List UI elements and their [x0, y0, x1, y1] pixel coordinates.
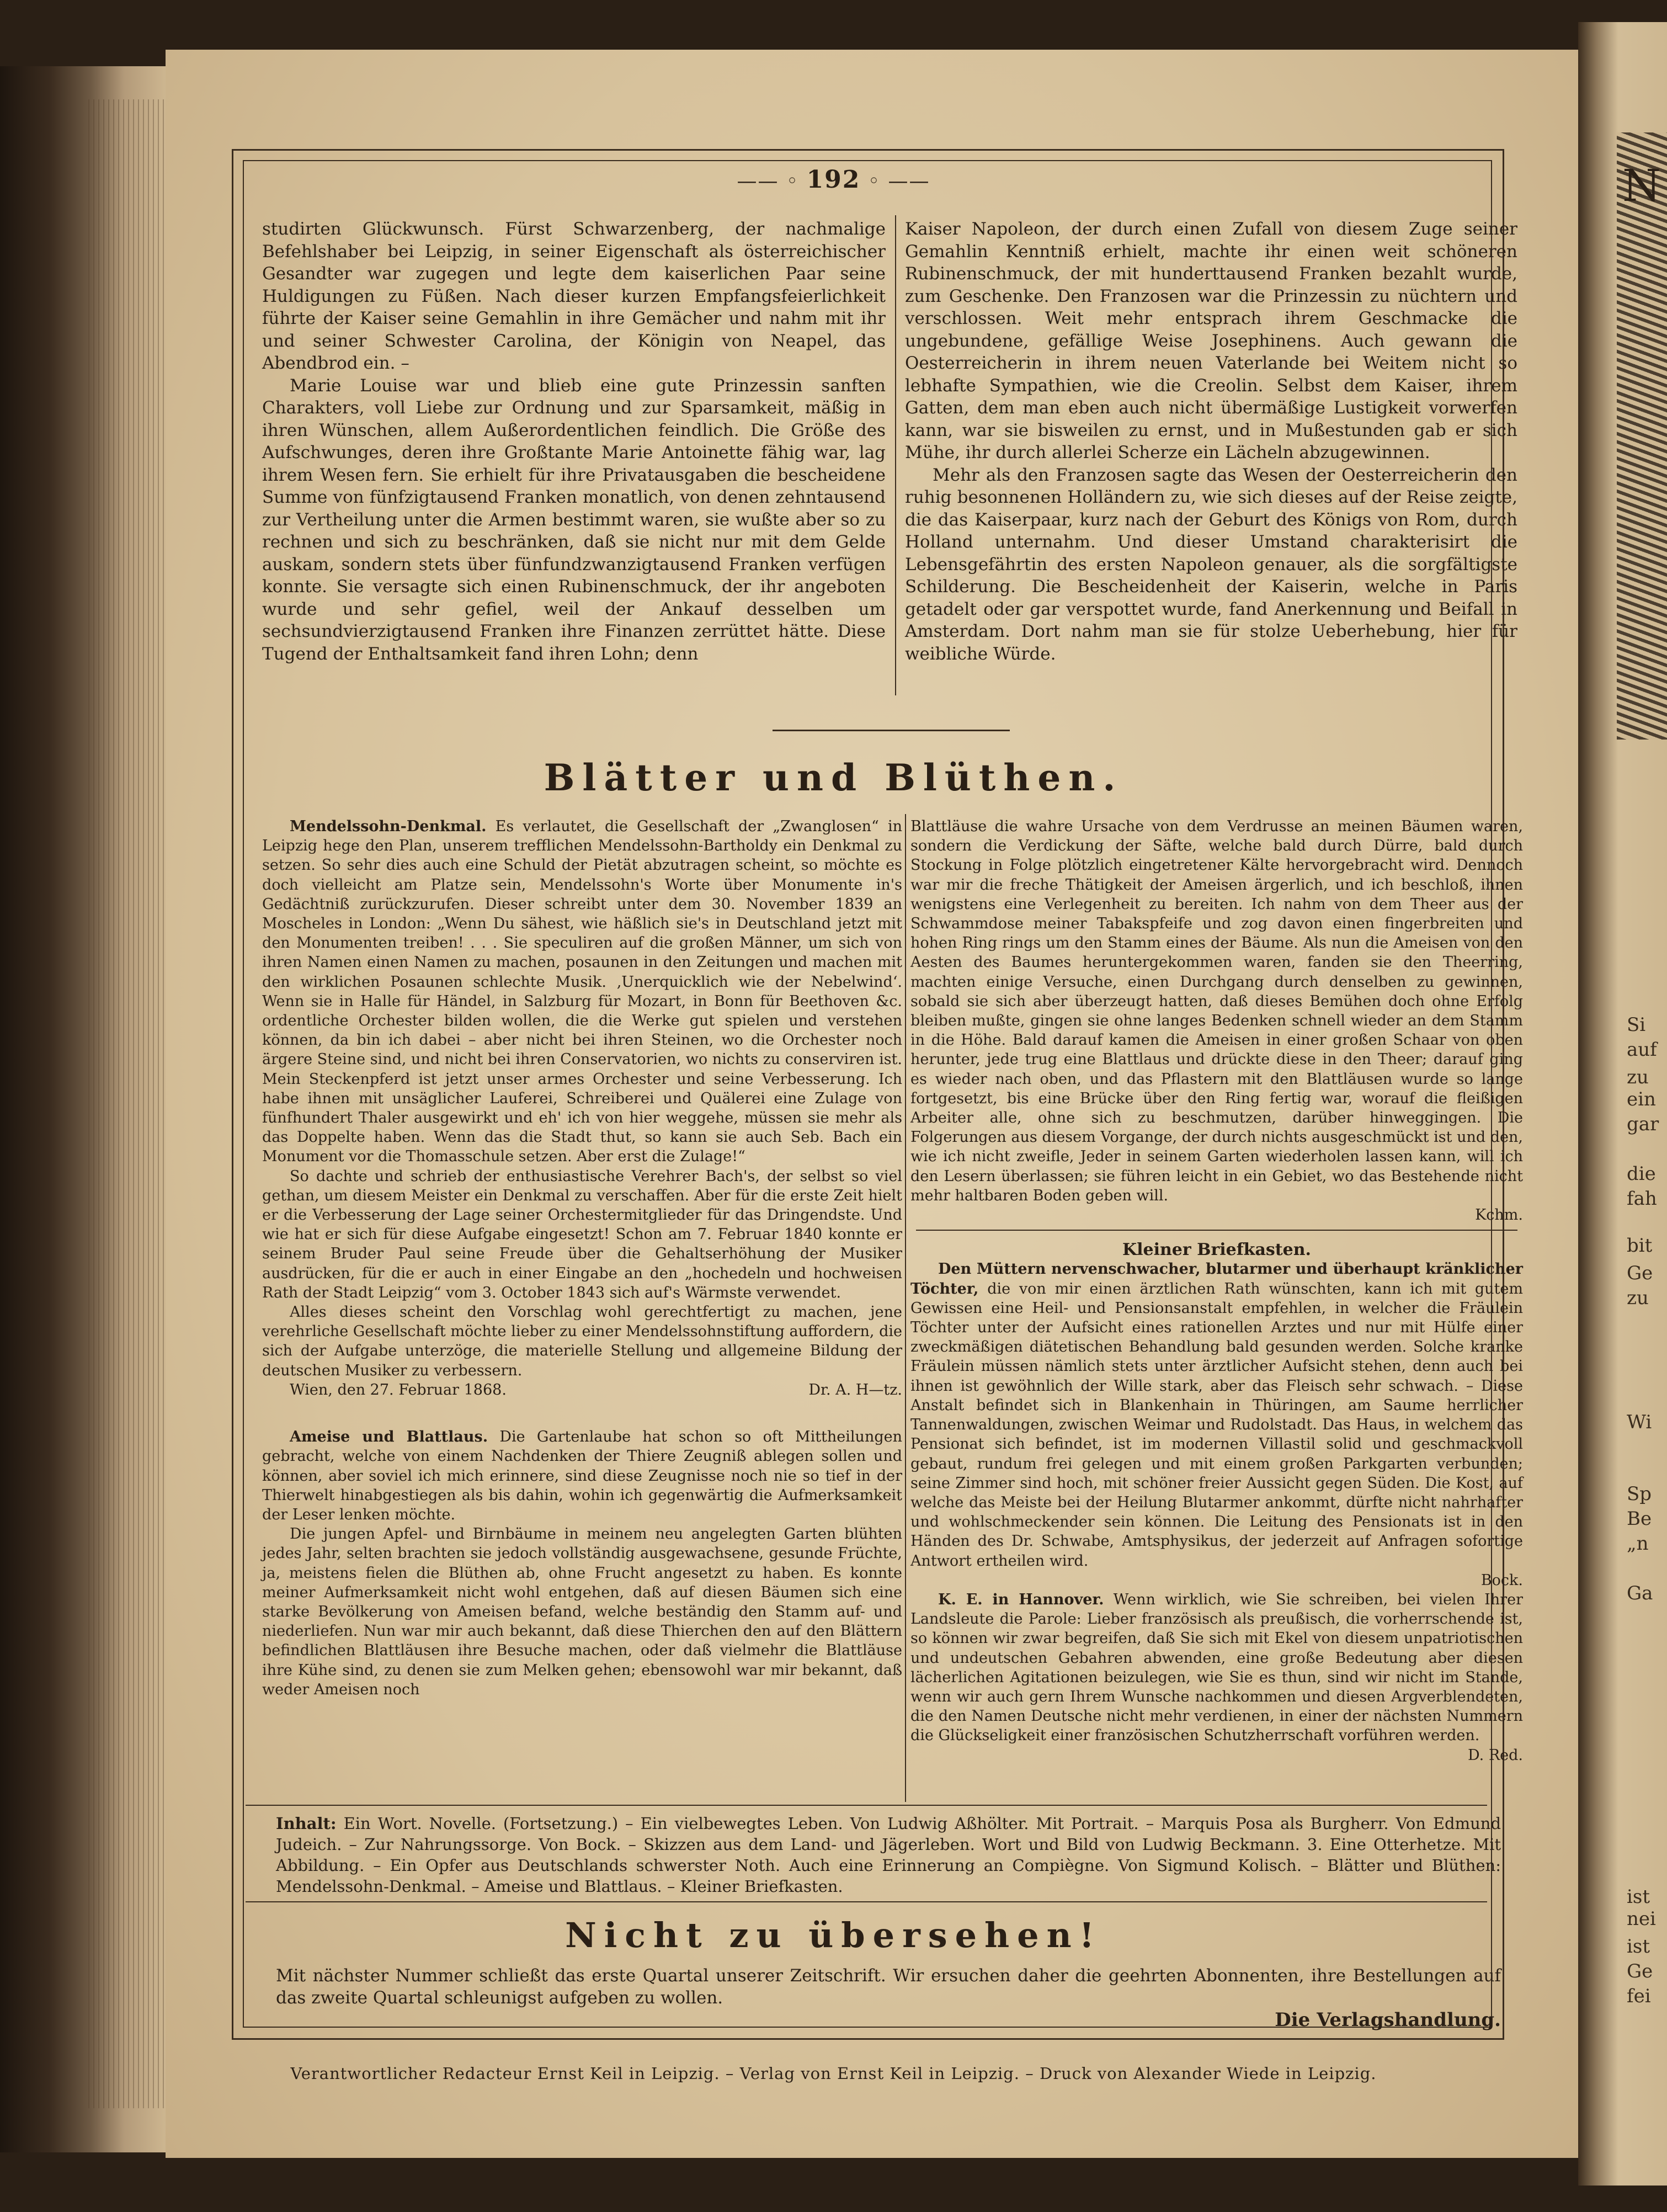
facing-page-number: N — [1622, 160, 1661, 211]
notice-signature: Die Verlagshandlung. — [1275, 2009, 1501, 2031]
facing-fragment: zu — [1627, 1066, 1649, 1088]
section-rule — [773, 730, 1010, 731]
mendelssohn-place-date: Wien, den 27. Februar 1868. — [290, 1381, 507, 1399]
imprint-footer: Verantwortlicher Redacteur Ernst Keil in Leipzig. – Verlag von Ernst Keil in Leipzig. – Druck von Alexander Wiede in Leipzig. — [290, 2064, 1377, 2083]
article-column-right — [905, 218, 1517, 665]
contents-rule — [246, 1805, 1487, 1806]
briefkasten-entry-heading: K. E. in Hannover. — [938, 1591, 1104, 1608]
facing-page — [1578, 22, 1667, 2186]
facing-fragment: zu — [1627, 1287, 1649, 1309]
facing-fragment: ein — [1627, 1088, 1656, 1110]
section-title: Blätter und Blüthen. — [544, 756, 1123, 799]
mendelssohn-paragraph: So dachte und schrieb der enthusiastische Verehrer Bach's, der selbst so viel gethan, um diesem Meister ein Denkmal zu verschaffen. Aber für die erste Zeit hielt er die Verbesserung der Lage seiner Orchestermitglieder für das Dringendste. Und wie hat er sich für diese Aufgabe eingesetzt! Schon am 7. Februar 1840 konnte er seinem Bruder Paul seine Freude über die Gehaltserhöhung der Musiker ausdrücken, für die er auch in einer Eingabe an den „hochedeln und hochweisen Rath der Stadt Leipzig“ vom 3. October 1843 sich auf's Wärmste verwendet. — [262, 1167, 902, 1301]
blaetter-column-right — [910, 817, 1523, 1765]
blaetter-column-left — [262, 817, 902, 1699]
briefkasten-rule — [916, 1230, 1517, 1231]
facing-fragment: fah — [1627, 1188, 1657, 1210]
contents-text: Ein Wort. Novelle. (Fortsetzung.) – Ein vielbewegtes Leben. Von Ludwig Aßhölter. Mit Portrait. – Marquis Posa als Burgherr. Von Edmund Judeich. – Zur Nahrungssorge. Von Bock. – Skizzen aus dem Land- und Jägerleben. Wort und Bild von Ludwig Beckmann. 3. Eine Otterhetze. Mit Abbildung. – Ein Opfer aus Deutschlands schwerster Noth. Auch eine Erinnerung an Compiègne. Von Sigmund Kolisch. – Blätter und Blüthen: Mendelssohn-Denkmal. – Ameise und Blattlaus. – Kleiner Briefkasten. — [276, 1814, 1501, 1896]
facing-fragment: bit — [1627, 1235, 1653, 1257]
ameise-heading: Ameise und Blattlaus. — [290, 1428, 488, 1446]
briefkasten-entry-text: Wenn wirklich, wie Sie schreiben, bei vielen Ihrer Landsleute die Parole: Lieber französisch als preußisch, die vorherrschende ist, so können wir zwar begreifen, daß Sie sich mit Ekel von diesem unpatriotischen und undeutschen Gebahren abwenden, eine große Bedeutung aber diesen lächerlichen Agitationen beizulegen, wie Sie es thun, sind wir nicht im Stande, wenn wir auch gern Ihrem Wunsche nachkommen und diesen Argverblendeten, die den Namen Deutsche nicht mehr verdienen, in einer der nächsten Nummern die Glückseligkeit einer französischen Schutzherrschaft vorführen werden. — [910, 1591, 1523, 1745]
facing-fragment: Ge — [1627, 1960, 1653, 1982]
column-divider — [895, 215, 896, 695]
ameise-signature: Kchm. — [1475, 1206, 1523, 1224]
facing-page-ornament — [1617, 132, 1667, 740]
facing-fragment: nei — [1627, 1908, 1656, 1930]
briefkasten-entry-text: die von mir einen ärztlichen Rath wünschten, kann ich mit gutem Gewissen eine Heil- und Pensionsanstalt empfehlen, in welcher die Fräulein Töchter unter der Aufsicht eines rationellen Arztes und nur mit Hülfe einer zweckmäßigen diätetischen Behandlung bald gesunden werden. Solche kranke Fräulein müssen nämlich stets unter ärztlicher Aufsicht stehen, denn auch bei ihnen ist gewöhnlich der Wille stark, aber das Fleisch sehr schwach. – Diese Anstalt befindet sich in Blankenhain in Thüringen, am Saume herrlicher Tannenwaldungen, zwischen Weimar und Rudolstadt. Das Haus, in welchem das Pensionat sich befindet, ist im modernen Villastil solid und geschmackvoll gebaut, rundum frei gelegen und mit einem großen Parkgarten verbunden; seine Zimmer sind hoch, mit schöner freier Aussicht gegen Süden. Die Kost, auf welche das Meiste bei der Heilung Blutarmer ankommt, dürfte nicht nahrhafter und wohlschmeckender sein können. Die Leitung des Pensionats ist in den Händen des Dr. Schwabe, Amtsphysikus, der jederzeit auf Anfragen sofortige Antwort ertheilen wird. — [910, 1280, 1524, 1570]
page-number: —— ◦ 192 ◦ —— — [737, 166, 930, 194]
facing-fragment: „n — [1627, 1533, 1649, 1555]
facing-fragment: Wi — [1627, 1411, 1652, 1433]
page-number-value: 192 — [806, 166, 861, 194]
mendelssohn-text: Es verlautet, die Gesellschaft der „Zwanglosen“ in Leipzig hege den Plan, unserem trefflichen Mendelssohn-Bartholdy ein Denkmal zu setzen. So sehr dies auch eine Schuld der Pietät abzutragen scheint, so möchte es doch vielleicht am Platze sein, Mendelssohn's Worte über Monumente in's Gedächtniß zurückzurufen. Dieser schreibt unter dem 30. November 1839 an Moscheles in London: „Wenn Du sähest, wie häßlich sie's in Deutschland jetzt mit den Monumenten treiben! . . . Sie speculiren auf die großen Männer, um sich von ihren Namen einen Namen zu machen, posaunen in den Zeitungen und machen mit den wirklichen Posaunen schlechte Musik. ‚Unerquicklich wie der Nebelwind‘. Wenn sie in Halle für Händel, in Salzburg für Mozart, in Bonn für Beethoven &c. ordentliche Orchester bilden wollen, die die Werke gut spielen und verstehen können, da bin ich dabei – aber nicht bei ihren Steinen, wo die Orchester noch ärgere Steine sind, und nicht bei ihren Conservatorien, wo nichts zu conserviren ist. Mein Steckenpferd ist jetzt unser armes Orchester und seine Verbesserung. Ich habe ihnen mit unsäglicher Lauferei, Schreiberei und Quälerei eine Zulage von fünfhundert Thaler ausgewirkt und eh' ich von hier weggehe, müssen sie mehr als das Doppelte haben. Wenn das die Stadt thut, so kann sie auch Seb. Bach ein Monument vor die Thomasschule setzen. Aber erst die Zulage!“ — [262, 818, 902, 1166]
facing-fragment: die — [1627, 1163, 1656, 1185]
column-divider — [905, 814, 906, 1802]
notice-title: Nicht zu übersehen! — [565, 1915, 1102, 1955]
article-paragraph: Mehr als den Franzosen sagte das Wesen der Oesterreicherin den ruhig besonnenen Holländern zu, wie sich dieses auf der Reise zeigte, die das Kaiserpaar, kurz nach der Geburt des Königs von Rom, durch Holland unternahm. Und dieser Umstand charakterisirt die Lebensgefährtin des ersten Napoleon genauer, als die sorgfältigste Schilderung. Die Bescheidenheit der Kaiserin, welche in Paris getadelt oder gar verspottet wurde, fand Anerkennung und Beifall in Amsterdam. Dort nahm man sie für stolze Ueberhebung, hier für weibliche Würde. — [905, 465, 1517, 664]
facing-fragment: fei — [1627, 1985, 1651, 2007]
notice-body — [276, 1965, 1501, 2032]
facing-fragment: ist — [1627, 1886, 1650, 1908]
notice-text: Mit nächster Nummer schließt das erste Quartal unserer Zeitschrift. Wir ersuchen daher die geehrten Abonnenten, ihre Bestellungen auf das zweite Quartal schleunigst aufgeben zu wollen. — [276, 1966, 1501, 2008]
facing-fragment: Sp — [1627, 1483, 1652, 1505]
briefkasten-entry-heading: Den Müttern nervenschwacher, blutarmer und überhaupt kränklicher Töchter, — [910, 1261, 1523, 1298]
article-paragraph: Kaiser Napoleon, der durch einen Zufall von diesem Zuge seiner Gemahlin Kenntniß erhielt, machte ihr einen weit schöneren Rubinenschmuck, der mit hunderttausend Franken bezahlt wurde, zum Geschenke. Den Franzosen war die Prinzessin zu nüchtern und verschlossen. Weit mehr entsprach ihrem Geschmacke die ungebundene, gefällige Weise Josephinens. Auch gewann die Oesterreicherin in ihrem neuen Vaterlande bei Weitem nicht so lebhafte Sympathien, wie die Creolin. Selbst dem Kaiser, ihrem Gatten, dem man eben auch nicht übermäßige Lustigkeit vorwerfen kann, war sie bisweilen zu ernst, und in Mußestunden gab er sich Mühe, ihr durch allerlei Scherze ein Lächeln abzugewinnen. — [905, 219, 1517, 462]
mendelssohn-heading: Mendelssohn-Denkmal. — [290, 818, 487, 835]
facing-fragment: Ga — [1627, 1582, 1653, 1604]
article-column-left — [262, 218, 886, 665]
article-paragraph: studirten Glückwunsch. Fürst Schwarzenberg, der nachmalige Befehlshaber bei Leipzig, in seiner Eigenschaft als österreichischer Gesandter war zugegen und legte dem kaiserlichen Paar seine Huldigungen zu Füßen. Nach dieser kurzen Empfangsfeierlichkeit führte der Kaiser seine Gemahlin in ihre Gemächer und nahm mit ihr und seiner Schwester Carolina, der Königin von Neapel, das Abendbrod ein. – — [262, 219, 886, 373]
briefkasten-entry-signature: D. Red. — [1467, 1746, 1523, 1764]
article-paragraph: Marie Louise war und blieb eine gute Prinzessin sanften Charakters, voll Liebe zur Ordnung und zur Sparsamkeit, mäßig in ihren Wünschen, allem Außerordentlichen feindlich. Die Größe des Aufschwunges, deren ihre Großtante Marie Antoinette fähig war, lag ihrem Wesen fern. Sie erhielt für ihre Privatausgaben die bescheidene Summe von fünfzigtausend Franken monatlich, von denen zehntausend zur Vertheilung unter die Armen bestimmt waren, sie wußte aber so zu rechnen und sich zu beschränken, daß sie nicht nur mit dem Gelde auskam, sondern stets über fünfundzwanzigtausend Franken verfügen konnte. Sie versagte sich einen Rubinenschmuck, der ihr angeboten wurde und sehr gefiel, weil der Ankauf desselben um sechsundvierzigtausend Franken ihre Finanzen zerrüttet hätte. Diese Tugend der Enthaltsamkeit fand ihren Lohn; denn — [262, 375, 886, 664]
facing-fragment: Be — [1627, 1508, 1652, 1530]
facing-fragment: gar — [1627, 1113, 1659, 1135]
mendelssohn-signature: Dr. A. H—tz. — [808, 1381, 902, 1399]
book-edge — [0, 66, 166, 2152]
mendelssohn-paragraph: Alles dieses scheint den Vorschlag wohl gerechtfertigt zu machen, jene verehrliche Gesellschaft möchte lieber zu einer Mendelssohnstiftung auffordern, die sich der Aufgabe unterzöge, die materielle Stellung und allgemeine Bildung der deutschen Musiker zu verbessern. — [262, 1304, 902, 1379]
facing-fragment: ist — [1627, 1936, 1650, 1958]
ameise-text: Die Gartenlaube hat schon so oft Mittheilungen gebracht, welche von einem Nachdenken der Thiere Zeugniß ablegen sollen und können, aber soviel ich mich erinnere, sind diese Zeugnisse noch nie so tief in der Thierwelt hinabgestiegen als bis dahin, wohin ich gegenwärtig die Aufmerksamkeit der Leser lenken möchte. — [262, 1428, 902, 1523]
ameise-continuation: Blattläuse die wahre Ursache von dem Verdrusse an meinen Bäumen waren, sondern die Verdickung der Säfte, welche bald durch Dürre, bald durch Stockung in Folge plötzlich eingetretener Kälte hervorgebracht wird. Dennoch war mir die freche Thätigkeit der Ameisen ärgerlich, und ich beschloß, ihnen wenigstens eine Verlegenheit zu bereiten. Ich nahm von dem Theer aus der Schwammdose meiner Tabakspfeife und zog davon einen fingerbreiten und hohen Ring rings um den Stamm eines der Bäume. Als nun die Ameisen von den Aesten des Baumes heruntergekommen waren, fanden sie den Theerring, machten einige Versuche, einen Durchgang durch denselben zu gewinnen, sobald sie sich aber überzeugt hatten, daß dieses Bemühen doch ohne Erfolg bleiben mußte, gingen sie ohne langes Bedenken schnell wieder an dem Stamm in die Höhe. Bald darauf kamen die Ameisen in einer großen Schaar von oben herunter, jede trug eine Blattlaus und drückte diese in den Theer; darauf ging es wieder nach oben, und das Pflastern mit den Blattläusen wurde so lange fortgesetzt, bis eine Brücke über den Ring fertig war, worauf die fleißigen Arbeiter alle, ohne sich zu beschmutzen, darüber hinweggingen. Die Folgerungen aus diesem Vorgange, der durch nichts ausgeschmückt ist und den, wie ich nicht zweifle, Jeder in seinem Garten wiederholen lassen kann, will ich den Lesern überlassen; sie führen leicht in ein Gebiet, wo das Bestehende nicht mehr haltbaren Boden geben will. — [910, 818, 1523, 1204]
facing-fragment: auf — [1627, 1039, 1657, 1061]
briefkasten-heading: Kleiner Briefkasten. — [1122, 1240, 1311, 1260]
page-block-edges — [88, 99, 166, 2108]
briefkasten-entry-signature: Bock. — [1480, 1571, 1523, 1589]
contents-label: Inhalt: — [276, 1814, 337, 1833]
notice-rule — [246, 1901, 1487, 1902]
facing-fragment: Si — [1627, 1014, 1646, 1036]
facing-fragment: Ge — [1627, 1262, 1653, 1284]
table-of-contents — [276, 1813, 1501, 1897]
ameise-paragraph: Die jungen Apfel- und Birnbäume in meinem neu angelegten Garten blühten jedes Jahr, selten brachten sie jedoch vollständig ausgewachsene, gesunde Früchte, ja, meistens fielen die Blüthen ab, ohne Frucht angesetzt zu haben. Es konnte meiner Aufmerksamkeit nicht wohl entgehen, daß auf diesen Bäumen sich eine starke Bevölkerung von Ameisen befand, welche beständig den Stamm auf- und niederliefen. Nun war mir auch bekannt, daß diese Thierchen den auf den Blättern befindlichen Blattläusen ihre Besuche machen, oder daß vielmehr die Blattläuse ihre Kühe sind, zu denen sie zum Melken gehen; ebensowohl war mir bekannt, daß weder Ameisen noch — [262, 1525, 902, 1698]
